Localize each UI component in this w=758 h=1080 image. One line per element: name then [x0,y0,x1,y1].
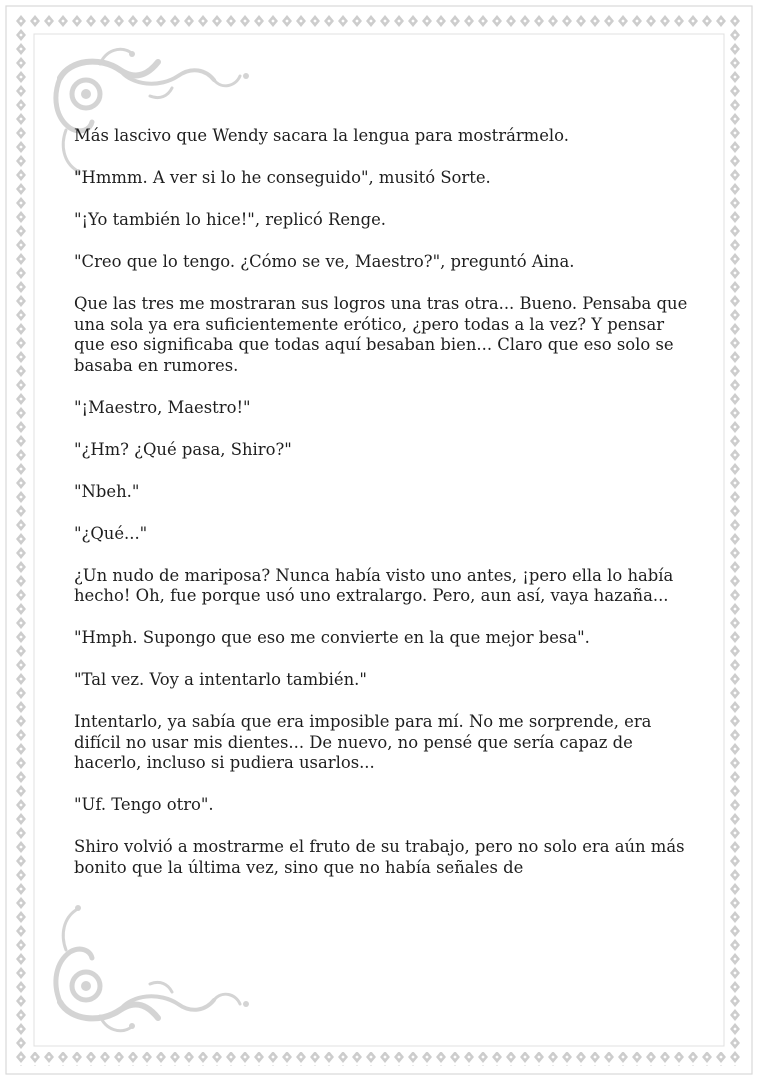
paragraph: "Creo que lo tengo. ¿Cómo se ve, Maestro?", preguntó Aina. [74,251,575,271]
paragraph: "Uf. Tengo otro". [74,795,214,815]
paragraph: "¿Hm? ¿Qué pasa, Shiro?" [74,439,292,459]
paragraph: ¿Un nudo de mariposa? Nunca había visto uno antes, ¡pero ella lo había hecho! Oh, fue porque usó uno extralargo. Pero, aun así, vaya hazaña... [74,565,674,606]
paragraph: Shiro volvió a mostrarme el fruto de su trabajo, pero no solo era aún más bonito que la última vez, sino que no había señales de [74,837,685,877]
paragraph: Que las tres me mostraran sus logros una tras otra... Bueno. Pensaba que una sola ya era suficientemente erótico, ¿pero todas a la vez? Y pensar que eso significaba que todas aquí besaban bien... Claro que eso solo se basaba en rumores. [74,293,688,375]
paragraph: "Hmph. Supongo que eso me convierte en la que mejor besa". [74,628,590,648]
paragraph: Más lascivo que Wendy sacara la lengua para mostrármelo. [74,126,569,145]
text-body [74,126,690,900]
paragraph: "Tal vez. Voy a intentarlo también." [74,670,367,690]
paragraph: "Nbeh." [74,481,140,501]
paragraph: "Hmmm. A ver si lo he conseguido", musitó Sorte. [74,167,491,187]
paragraph: "¡Maestro, Maestro!" [74,397,251,417]
paragraph: Intentarlo, ya sabía que era imposible para mí. No me sorprende, era difícil no usar mis dientes... De nuevo, no pensé que sería capaz de hacerlo, incluso si pudiera usarlos... [74,712,652,773]
paragraph: "¿Qué..." [74,523,148,543]
paragraph: "¡Yo también lo hice!", replicó Renge. [74,209,387,229]
scroll-ornament-icon [56,905,249,1031]
